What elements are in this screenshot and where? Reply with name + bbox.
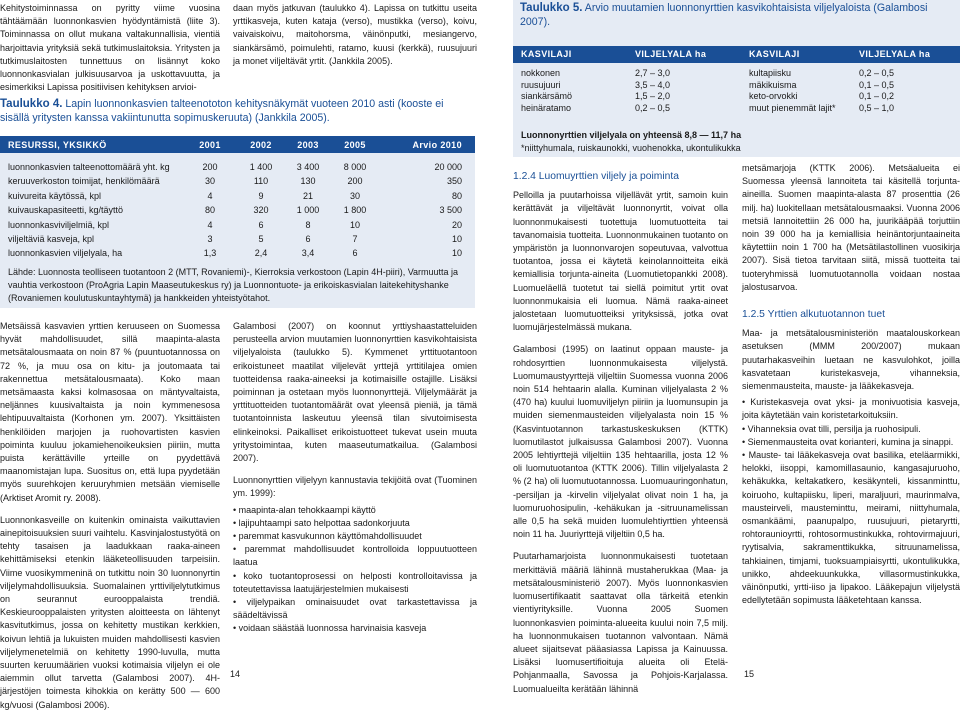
table4-header-2005: 2005 <box>344 139 366 150</box>
table5-cell: 0,2 – 0,5 <box>859 68 895 78</box>
table4-cell: 10 <box>349 219 360 230</box>
table4-header-2010: Arvio 2010 <box>412 139 462 150</box>
table5-caption <box>513 0 960 31</box>
table4-cell: 4 <box>207 190 213 201</box>
bullet-item: • Mauste- tai lääkekasveja ovat basilika, eteläarmikki, helokki, iisoppi, kamomillasaunio, kangasajuruoho, kehäkukka, keltakatkero, kesäkynteli, kissanminttu, koiruoho, kultapiisku, liperi, maraljuuri, maurinmalva, mausteirveli, mausteminttu, meirami, niittyhumala, osmankäämi, paanupalpo, ruusujuuri, pietaryrtti, rohtoraunioyrtti, rohtosormustinkukka, rohtovirmajuuri, ryytisalvia, sakramenttikukka, sitruunamelissa, tahkiainen, timjami, tuoksuampiaisyrtti, ukontulikukka, unikko, ahdeekuunkukka, villasormustinkukka, väinönputki, yrtti-iiso ja lipakoo. Lääkepajun viljelystä edellytetään sopimusta lääketehtaan kanssa. <box>742 450 960 606</box>
table5-header-area-1: VILJELYALA ha <box>635 49 707 59</box>
right-page-col2 <box>742 162 960 667</box>
table4-title: Lapin luonnonkasvien talteenototon kehitysnäkymät vuoteen 2010 asti (kooste ei sisällä yritysten kanssa vakiintunutta sopimuskeruuta) (Jankkila 2005). <box>0 98 444 124</box>
table4-cell: 30 <box>349 190 360 201</box>
table4-cell: 10 <box>451 248 462 259</box>
paragraph: Puutarhamarjoista luonnonmukaisesti tuotetaan merkittäviä määriä lähinnä mustaherukkaa (Maa- ja metsätalousministeriö 2007). Myös luonnonkasvien luomusertifikaatit saattavat olla tärkeitä etenkin vientiyrityksille. Vuonna 2005 Suomen luonnonkasvien poiminta-alueeita kuului noin 7,5 milj. ha luonnonmukaisen tuotannon valvontaan. Nämä alueet sijaitsevat pääasiassa Lapissa ja Kainuussa. Lisäksi luomusertifioituja alueita oli Etelä-Pohjanmaalla, Savossa ja Pohjois-Karjalassa. Luomualueilta kerätään lähinnä <box>513 551 728 694</box>
section-heading-1-2-5: 1.2.5 Yrttien alkutuotannon tuet <box>742 309 885 321</box>
table5-cell: siankärsämö <box>521 91 573 102</box>
table4-cell: 200 <box>202 162 218 172</box>
table4-cell: 110 <box>253 176 269 187</box>
table4-cell: 30 <box>204 176 215 187</box>
table5-cell: mäkikuisma <box>749 79 797 90</box>
table4-cell: 350 <box>446 176 462 187</box>
table4-cell: 7 <box>352 234 358 244</box>
table4-cell: 3,4 <box>301 248 315 259</box>
table4-cell: 3 <box>207 234 213 244</box>
bullet-item: • paremmat mahdollisuudet kontrolloida loppuutuotteen laatua <box>233 544 477 568</box>
table5-cell: 0,2 – 0,5 <box>635 102 671 113</box>
table4-number: Taulukko 4. <box>0 98 63 110</box>
intro-text-col1: Kehitystoiminnassa on pyritty viime vuosina tähtäämään luonnonkasvien hyödyntämistä (liite 3). Toiminnassa on ollut mukana valtakunnallisia, vientiä harjoittavia yrityksiä sekä tutkimuslaitoksia. Yritysten ja tutkimuslaitosten tunnettuus on lisännyt koko luonnonkasvialan julkisuusarvoa ja uskottavuutta, ja esimerkiksi Lapissa positiivisen kehityksen arvioi- <box>0 3 220 93</box>
table4-source: Lähde: Luonnosta teolliseen tuotantoon 2 (MTT, Rovaniemi)-, Kierroksia verkostoon (Lapin 4H-piiri), Varmuutta ja vauhtia verkostoon (ProAgria Lapin Maaseutukeskus ry) ja Luonnontuote- ja erikoiskasvialan laitekehityshanke (Rovaniemen koulutuskuntayhtymä) ja hankkeiden yhteistyötahot. <box>8 267 459 304</box>
table5-species-col-2 <box>749 68 854 114</box>
table5-total: Luonnonyrttien viljelyala on yhteensä 8,8 — 11,7 ha <box>521 130 742 140</box>
paragraph: Maa- ja metsätalousministeriön maatalouskorkean asetuksen (MMM 200/2007) mukaan puutarhakasveihin luetaan ne kasvulohkot, joilla kasvatetaan kuristekasveja, vihanneksia, siemenmausteita, mauste- ja lääkekasveja. <box>742 328 960 392</box>
table4-row-label: luonnonkasviviljelmiä, kpl <box>8 219 110 230</box>
table4-cell: 9 <box>258 190 264 201</box>
table4-cell: 8 000 <box>343 162 367 172</box>
table5-cell: ruusujuuri <box>521 79 561 90</box>
table4-header-row <box>0 136 475 153</box>
table4-cell: 4 <box>207 219 213 230</box>
table5-cell: muut pienemmät lajit* <box>749 102 836 113</box>
table5-header-area-2: VILJELYALA ha <box>859 49 931 59</box>
paragraph: Luonnonyrttien viljelyyn kannustavia tekijöitä ovat (Tuominen ym. 1999): <box>233 475 477 499</box>
right-page-col1 <box>513 162 728 694</box>
table5-footnote: *niittyhumala, ruiskaunokki, vuohenokka, ukontulikukka <box>521 143 741 153</box>
table4-cell: 5 <box>258 234 264 244</box>
section-heading-1-2-4: 1.2.4 Luomuyrttien viljely ja poiminta <box>513 171 679 182</box>
paragraph: Galambosi (2007) on koonnut yrttiyshaastatteluiden perusteella arvion muutamien luonnonyrttien kasvikohtaisista viljelyaloista (taulukko 5). Kymmenet yrttituotantoon erikoistuneet maatilat viljelevät yrttejä yrttitilajea omien tuotteidensa raaka-aineeksi ja kotimaisille ostajille. Lisäksi poiminnan ja ostetaan myös luonnonyrttejä. Viljelymäärät ja yrttituotteiden tuotantomäärät ovat yleensä pieniä, ja tämä tuotantoinnista laskeutuu yleensä tilan sivutoimisesta elinkeinoksi. Paikalliset erikoistuotteet tukevat usein muuta yritystoimintaa, kuten maaseutumatkailua. (Galambosi 2007). <box>233 321 477 464</box>
table5-cell: 2,7 – 3,0 <box>635 68 671 78</box>
table4-cell: 3 500 <box>439 205 462 216</box>
table5-area-col-2 <box>859 68 949 114</box>
table5-header-species-1: KASVILAJI <box>521 49 572 59</box>
table4-cell: 20 <box>451 219 462 230</box>
table4-cell: 1,3 <box>203 248 217 259</box>
table4-header-2003: 2003 <box>297 139 319 150</box>
paragraph: Pelloilla ja puutarhoissa viljellävät yrtit, samoin kuin kerättävät ja viljeltävät luonnonyrtit, voivat olla luonnonmukaisesti tuotettuja luomutuotteita tai tavanomaisia tuotteita. Luonnonmukainen tuotanto on ympäristön ja luonnonvarojen sopeutuvaa, valvottua tuotantoa, jossa ei käytetä keinolannoitteita eikä kemiallisia torjunta-aineita (Luomutietopankki 2008). Luomueläellä tuotetut tai siellä poimitut yrtit ovat luonnonmukaisia eli luomua. Nämä raaka-aineet jalostetaan luomutuotteiksi yrityksissä, jotka ovat luomujärjestelmässä mukana. <box>513 190 728 333</box>
bullet-item: • paremmat kasvukunnon käyttömahdollisuudet <box>233 531 422 542</box>
table4-cell: 1 400 <box>249 162 273 172</box>
bullet-item: • Vihanneksia ovat tilli, persilja ja ruohosipuli. <box>742 423 921 434</box>
table5-cell: nokkonen <box>521 68 561 78</box>
table4-cell: 2,4 <box>254 248 268 259</box>
paragraph: metsämarjoja (KTTK 2006). Metsäalueita ei Suomessa yleensä lannoiteta tai käsitellä torjunta-aineilla. Suomen maapinta-alasta 87 prosenttia (26 milj. ha) luokitellaan metsätalousmaaksi. Vuonna 2006 metsiä lannoitettiin 26 000 ha, juurikääpää torjuttiin noin 39 000 ha ja kemiallisia heinäntorjuntaaineita käytettiin noin 1 700 ha (Metsätilastollinen vuosikirja 2007). Sisä tietoa tarvitaan siitä, missä tuotteita tai tuoteryhmissä luomutuotannolla voidaan nostaa jalostusarvoa. <box>742 163 960 292</box>
table4-cell: 80 <box>204 205 215 216</box>
table5-cell: 0,5 – 1,0 <box>859 102 895 113</box>
table4-row-label: luonnonkasvien talteenottomäärä yht. kg <box>8 162 170 172</box>
table5-cell: keto-orvokki <box>749 91 798 102</box>
table5-footer <box>521 129 961 155</box>
table4-cell: 8 <box>305 219 311 230</box>
table4-row-label: kuivureita käytössä, kpl <box>8 190 102 201</box>
table5-header-species-2: KASVILAJI <box>749 49 800 59</box>
bullet-item: • maapinta-alan tehokkaampi käyttö <box>233 504 376 515</box>
table4-cell: 21 <box>302 190 313 201</box>
table4-cell: 80 <box>451 190 462 201</box>
table4-cell: 200 <box>347 176 363 187</box>
paragraph: Metsäissä kasvavien yrttien keruuseen on Suomessa hyvät mahdollisuudet, sillä maapinta-alasta metsätalousmaata on noin 87 % (puuntuotannossa on 72 %, ja muu osa on kitu- ja joutomaata tai rakennettua metsätalousmaata). Koko maan metsämaasta kaksi kolmasosaa on mäntyvaltaista, neljännes kuusivaltaista ja noin kymmenesosa lehtipuuvaltaista (Korhonen ym. 2007). Yksittäisten henkilöiden marjojen ja ruohovartisten kasvien poiminta kuuluu jokamiehenoikeuksien piiriin, mutta puista kerättäville yrteille on pyydettävä maanomistajan lupa. Suositus on, että lupa pyydetään myös suurehkojen keruuryhmien metsään viemiselle (Arktiset Aromit ry. 2008). <box>0 321 220 503</box>
table5-cell: 1,5 – 2,0 <box>635 91 671 102</box>
page-number-right: 15 <box>744 669 755 679</box>
page-number-left: 14 <box>230 669 241 679</box>
table4-cell: 6 <box>305 234 311 244</box>
bullet-item: • koko tuotantoprosessi on helposti kontrolloitavissa ja toteutettavissa laatujärjestelmien mukaisesti <box>233 570 477 594</box>
table5-cell: 0,1 – 0,5 <box>859 79 895 90</box>
table5-species-col-1 <box>521 68 631 114</box>
table4-cell: 130 <box>300 176 316 187</box>
table5-cell: kultapiisku <box>749 68 792 78</box>
table5-area-col-1 <box>635 68 735 114</box>
table4-cell: 20 000 <box>434 162 462 172</box>
table4 <box>0 136 475 308</box>
table4-row-label: viljeltäviä kasveja, kpl <box>8 234 95 244</box>
table5-cell: heinäratamo <box>521 102 572 113</box>
table4-header-2002: 2002 <box>250 139 272 150</box>
table4-row-label: luonnonkasvien viljelyala, ha <box>8 248 123 259</box>
bullet-item: • Siemenmausteita ovat korianteri, kumina ja sinappi. <box>742 436 954 447</box>
table4-cell: 6 <box>258 219 264 230</box>
table5 <box>513 0 960 157</box>
intro-text-col2: daan myös jatkuvan (taulukko 4). Lapissa on tutkittu useita yrttikasveja, kuten kataja (verso), mustikka (verso), koivu, vaivaiskoivu, maitohorsma, väinönputki, mesiangervo, siankärsämö, poimulehti, ratamo, kuusi (kerkkä), ruusujuuri ja monet viljeltävät yrtit. (Jankkila 2005). <box>233 3 477 66</box>
table4-header-resource: RESURSSI, YKSIKKÖ <box>8 139 107 150</box>
table5-header-row <box>513 46 960 63</box>
table4-row-label: keruuverkoston toimijat, henkilömäärä <box>8 176 160 187</box>
left-bottom-col2 <box>233 320 477 665</box>
table4-cell: 6 <box>352 248 358 259</box>
bullet-item: • viljelypaikan ominaisuudet ovat tarkastettavissa ja säädeltävissä <box>233 597 477 621</box>
table4-cell: 1 000 <box>296 205 320 216</box>
bullet-item: • voidaan säästää luonnossa harvinaisia kasveja <box>233 623 427 634</box>
left-bottom-col1 <box>0 320 220 710</box>
table5-cell: 0,1 – 0,2 <box>859 91 895 102</box>
table5-cell: 3,5 – 4,0 <box>635 79 671 90</box>
table5-number: Taulukko 5. <box>520 2 583 14</box>
table4-cell: 3 400 <box>296 162 320 172</box>
table4-row-label: kuivauskapasiteetti, kg/täyttö <box>8 205 124 216</box>
table4-cell: 320 <box>253 205 269 216</box>
table4-cell: 10 <box>451 234 462 244</box>
table4-caption <box>0 98 475 125</box>
table4-cell: 1 800 <box>343 205 367 216</box>
paragraph: Luonnonkasveille on kuitenkin ominaista vaikuttavien ainepitoisuuksien suuri vaihtelu. Kasvinjalostustyötä on tehty tasaisen ja laadukkaan raaka-aineen kehittämiseksi etenkin lääketeollisuuden tarpeisiin. Viime vuosikymmeninä on tutkittu noin 30 luonnonyrtin viljelymahdollisuuksia. Suomalainen yrttiviljelytutkimus on seurannut eurooppalaista trendiä. Keskieurooppalaisten yritysten aloitteesta on lähtenyt kasvitutkimus, jossa on kehitetty mustikan kerkkien, koivun lehtiä ja lukuisten muiden mahdollisesti kasvien viljelymenetelmiä on kehitetty 1990-luvulla, mutta suurten keruumäärien vuoksi kotimaisia viljelyn ei ole aiemmin ollut tarvetta (Galambosi 2007). 4H-järjestöjen toimesta kihokkia on kerätty 500 — 600 kg/vuosi (Galambosi 2006). <box>0 514 220 710</box>
table4-header-2001: 2001 <box>199 139 221 150</box>
paragraph: Galambosi (1995) on laatinut oppaan mauste- ja rohdosyrttien luonnonmukaisesta viljelystä. Luomumaustyyrttejä viljeltiin Suomessa vuonna 2006 noin 514 hehtaarin alalla. Kuminan viljelyalasta 2 % (470 ha) kuului luomuviljelyn piiriin ja luomunsupin ja muiden siemenmausteiden viljelyalasta noin 15 % (Kasvintuotannon tarkastuskeskuksen (KTTK) luomutilastot julkaisussa Galambosi 2007). Vuonna 2005 lehtiyrttejä viljeltiin 135 hehtaarilla, josta 12 % oli luomutuotantoa (KTTK 2006). Tillin viljelyalasta 2 % (2 ha) oli luomutuotannossa. Luomuauringonhatun, -persiljan ja -kirvelin viljelyalat olivat noin 1 ha, ja luomuruohosipulin, -kehäkukan ja -sitruunamelissan alle 0,5 ha sekä muiden luomulehtiyrttien yhteensä noin 11 ha. Juuriyrttejä viljeltiin 0,5 ha. <box>513 344 728 540</box>
table5-title: Arvio muutamien luonnonyrttien kasvikohtaisista viljelyaloista (Galambosi 2007). <box>520 2 928 28</box>
bullet-item: • lajipuhtaampi sato helpottaa sadonkorjuuta <box>233 517 410 528</box>
bullet-item: • Kuristekasveja ovat yksi- ja monivuotisia kasveja, joita käytetään vain koristetarkoituksiin. <box>742 397 960 421</box>
